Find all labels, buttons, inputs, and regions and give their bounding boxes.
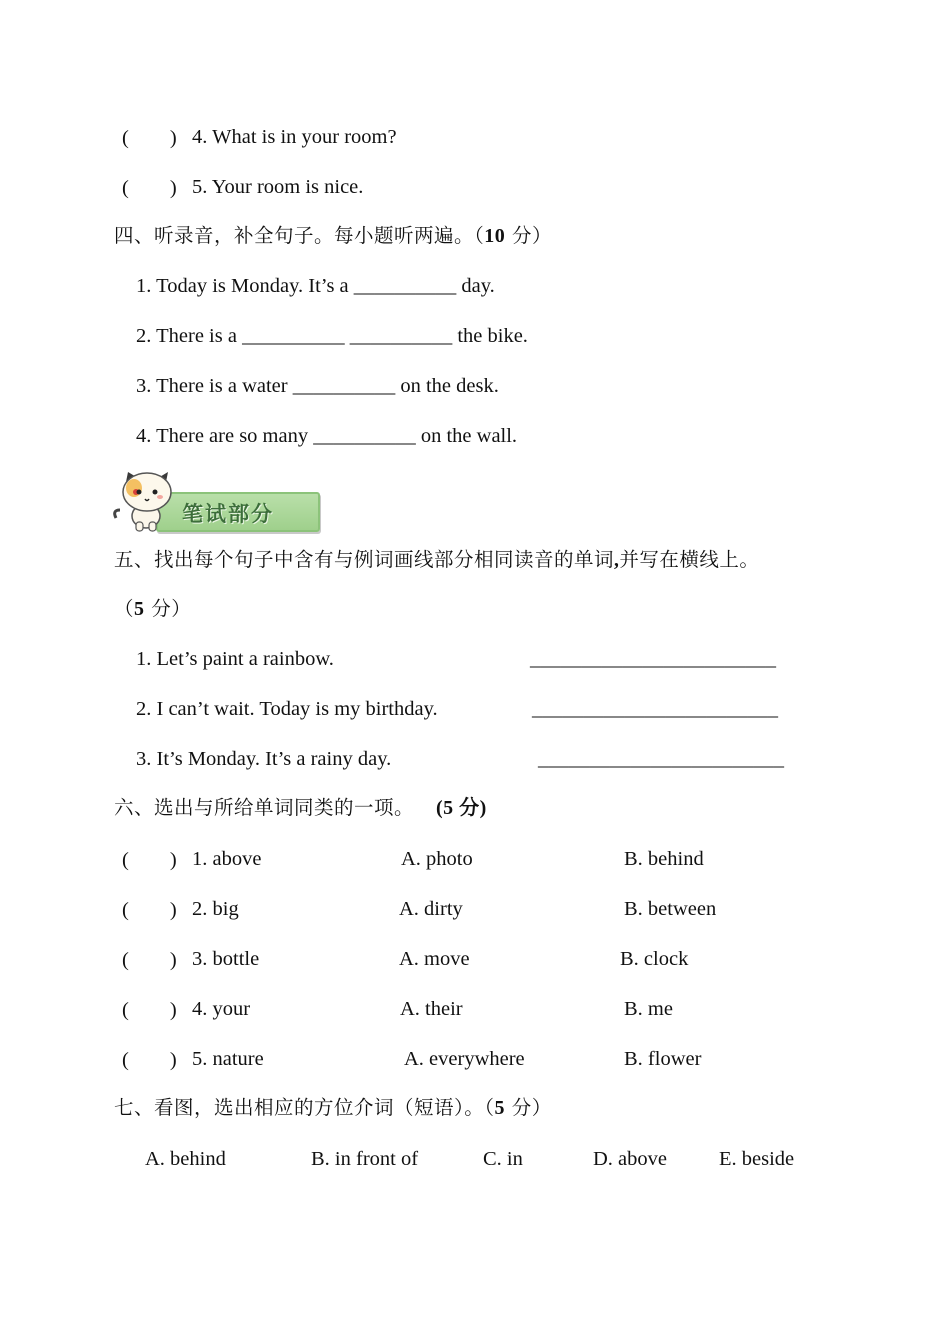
section7-title xyxy=(114,1098,552,1118)
option-a: A. dirty xyxy=(399,898,463,920)
given-word: 4. your xyxy=(192,998,251,1020)
written-part-banner xyxy=(112,470,322,532)
given-word: 3. bottle xyxy=(192,948,260,970)
cat-mascot-icon xyxy=(112,470,184,532)
answer-paren[interactable]: ( ) xyxy=(122,949,177,971)
banner-label: 笔试部分 xyxy=(182,502,274,526)
question-text: 5. Your room is nice. xyxy=(192,176,364,198)
section6-title xyxy=(114,798,487,818)
answer-paren[interactable]: ( ) xyxy=(122,999,177,1021)
answer-blank[interactable]: ________________________ xyxy=(530,648,776,670)
section7-option: E. beside xyxy=(719,1148,795,1170)
section5-title-comma: , xyxy=(614,550,620,571)
section5-title xyxy=(114,550,759,571)
section5-title-text-b: 并写在横线上。 xyxy=(619,548,760,571)
section4-title-text: 四、听录音，补全句子。每小题听两遍。（ xyxy=(114,224,485,247)
section4-item: 4. There are so many __________ on the wall. xyxy=(136,425,518,447)
section4-title xyxy=(114,226,552,246)
question-text: 4. What is in your room? xyxy=(192,126,397,148)
section5-item-text: 1. Let’s paint a rainbow. xyxy=(136,648,334,670)
option-b: B. clock xyxy=(620,948,689,970)
section6-title-text: 六、选出与所给单词同类的一项。 xyxy=(114,796,415,819)
answer-blank[interactable]: ________________________ xyxy=(538,748,784,770)
section4-item: 2. There is a __________ __________ the bike. xyxy=(136,325,528,347)
option-b: B. behind xyxy=(624,848,704,870)
given-word: 5. nature xyxy=(192,1048,264,1070)
section4-title-suffix: 分） xyxy=(505,224,552,247)
answer-blank[interactable]: ________________________ xyxy=(532,698,778,720)
option-b: B. flower xyxy=(624,1048,702,1070)
option-b: B. me xyxy=(624,998,673,1020)
section7-title-suffix: 分） xyxy=(505,1096,552,1119)
option-a: A. move xyxy=(399,948,470,970)
section7-option: A. behind xyxy=(145,1148,226,1170)
section4-item: 3. There is a water __________ on the desk. xyxy=(136,375,499,397)
answer-paren[interactable]: ( ) xyxy=(122,1049,177,1071)
section4-item: 1. Today is Monday. It’s a __________ day. xyxy=(136,275,495,297)
answer-paren[interactable]: ( ) xyxy=(122,849,177,871)
option-a: A. photo xyxy=(401,848,473,870)
section7-option: D. above xyxy=(593,1148,668,1170)
given-word: 1. above xyxy=(192,848,262,870)
answer-paren[interactable]: ( ) xyxy=(122,899,177,921)
section4-score: 10 xyxy=(484,225,506,247)
section5-item-text: 3. It’s Monday. It’s a rainy day. xyxy=(136,748,392,770)
section5-score: 5 xyxy=(134,598,145,620)
section6-score: (5 分) xyxy=(436,797,487,819)
option-b: B. between xyxy=(624,898,717,920)
answer-paren[interactable]: ( ) xyxy=(122,177,177,199)
given-word: 2. big xyxy=(192,898,239,920)
section7-title-text: 七、看图，选出相应的方位介词（短语）。（ xyxy=(114,1096,495,1119)
option-a: A. everywhere xyxy=(404,1048,525,1070)
section5-score-line xyxy=(114,599,191,619)
score-prefix: （ xyxy=(114,597,135,620)
section7-score: 5 xyxy=(494,1097,506,1119)
score-suffix: 分） xyxy=(144,597,192,620)
section5-item-text: 2. I can’t wait. Today is my birthday. xyxy=(136,698,438,720)
option-a: A. their xyxy=(400,998,463,1020)
section5-title-text: 五、找出每个句子中含有与例词画线部分相同读音的单词 xyxy=(114,548,615,571)
section7-option: C. in xyxy=(483,1148,523,1170)
section7-option: B. in front of xyxy=(311,1148,419,1170)
answer-paren[interactable]: ( ) xyxy=(122,127,177,149)
